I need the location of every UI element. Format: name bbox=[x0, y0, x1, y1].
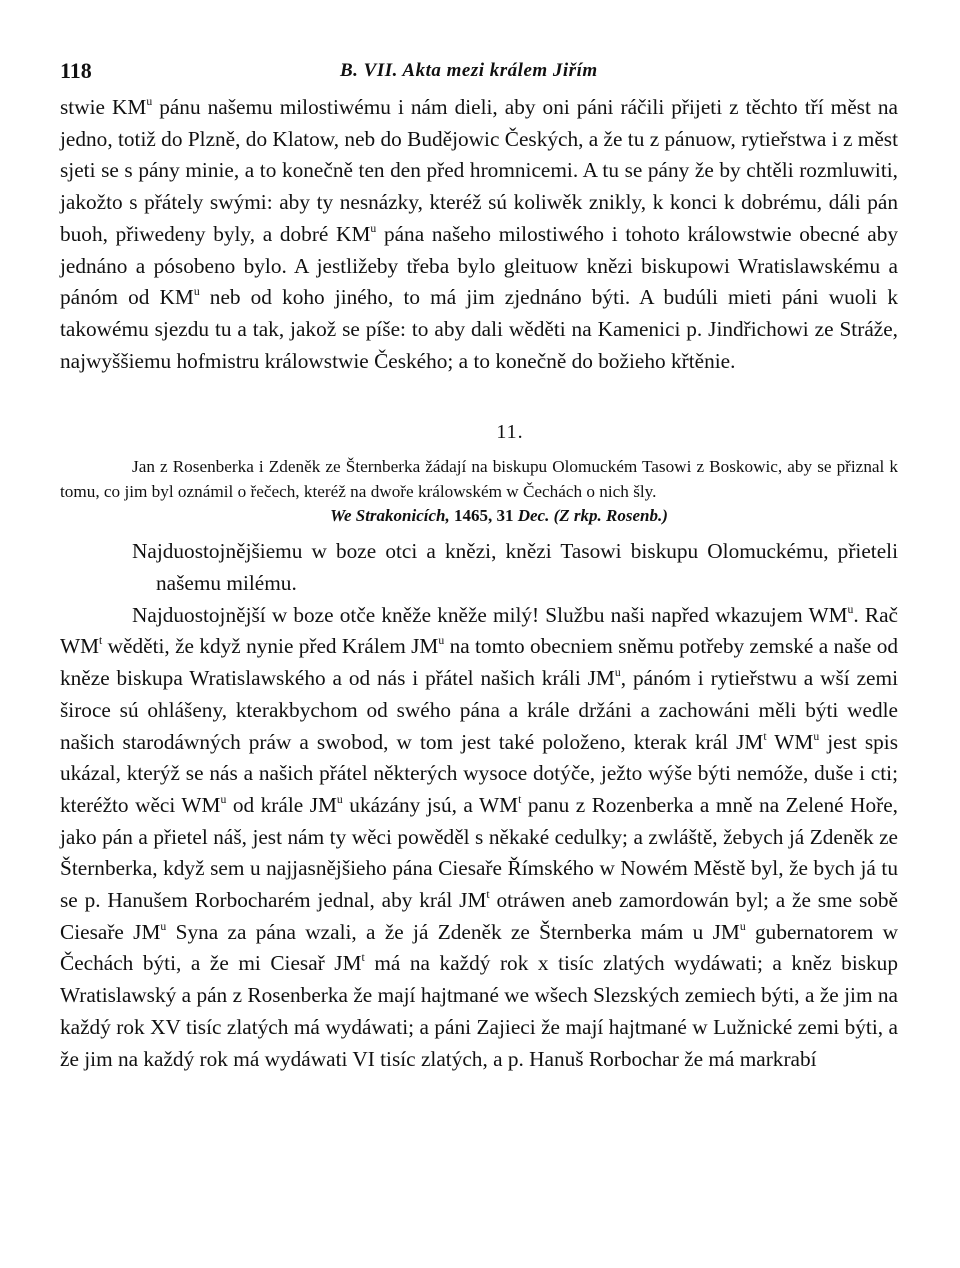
document-dating: We Strakonicích, 1465, 31 Dec. (Z rkp. Rosenb.) bbox=[330, 506, 668, 526]
page-header bbox=[60, 58, 898, 92]
letter-body: Najduostojnější w boze otče kněže kněže milý! Službu naši napřed wkazujem $WM^u$. Rač $WM^t$ wěděti, že když nynie před Králem $JM^u$ na tomto obecniem sněmu potřeby zemské a naše od kněze biskupa Wratislawského a od nás i přátel našich králi $JM^u$, pánóm i rytieřstwu a wší zemi široce sú ohlášeny, kterakbychom od swého pána a krále držáni a zachowáni měli býti wedle našich starodáwných práw a swobod, w tom jest také položeno, kterak král $JM^t$ $WM^u$ jest spis ukázal, kterýž se nás a našich přátel některých wysoce dotýče, ježto wýše býti nemóže, duše i cti; kteréžto wěci $WM^u$ od krále $JM^u$ ukázány jsú, a $WM^t$ panu z Rozenberka a mně na Zelené Hoře, jako pán a přietel náš, jest nám ty wěci powěděl s někaké cedulky; a zwláště, žebych já Zdeněk ze Šternberka, když sem u najjasnějšieho pána Ciesaře Římského w Nowém Městě byl, že bych já tu se p. Hanušem Rorbocharém jednal, aby král $JM^t$ otráwen aneb zamordowán byl; a že sme sobě Ciesaře $JM^u$ Syna za pána wzali, a že já Zdeněk ze Šternberka mám u $JM^u$ gubernatorem w Čechách býti, a že mi Ciesař $JM^t$ má na každý rok x tisíc zlatých wydáwati; a kněz biskup Wratislawský a pán z Rosenberka že mají hajtmané we wšech Slezských zemiech býti, a že jim na každý rok XV tisíc zlatých má wydáwati; a páni Zajieci že mají hajtmané w Lužnické zemi býti, a že jim na každý rok má wydáwati VI tisíc zlatých, a p. Hanuš Rorbochar že má markrabí bbox=[60, 602, 899, 1071]
document-number: 11. bbox=[496, 421, 524, 444]
document-regest: Jan z Rosenberka i Zdeněk ze Šternberka žádají na biskupu Olomuckém Tasowi z Boskowic, aby se přiznal k tomu, co jim byl oznámil o řečech, kteréž na dwoře králowském w Čechách o nich šly. bbox=[60, 457, 898, 502]
page-number: 118 bbox=[60, 58, 92, 83]
continued-paragraph: stwie $KM^u$ pánu našemu milostiwému i nám dieli, aby oni páni ráčili přijeti z těchto tří měst na jedno, totiž do Plzně, do Klatow, neb do Budějowic Českých, a že tu z pánuow, rytieřstwa i z měst sjeti se s pány minie, a to konečně ten den před hromnicemi. A tu se pány že by chtěli rozmluwiti, jakožto s přátely swými: aby ty nesnázky, kteréž sú koliwěk znikly, k konci k dobrému, dáli pán buoh, přiwedeny byly, a dobré $KM^u$ pána našeho milostiwého i tohoto králowstwie obecné aby jednáno a pósobeno bylo. A jestližeby třeba bylo gleituow knězi biskupowi Wratislawskému a pánóm od $KM^u$ neb od koho jiného, to má jim zjednáno býti. A budúli mieti páni wuoli k takowému sjezdu tu a tak, jakož se píše: to aby dali wěděti na Kamenici p. Jindřichowi ze Stráže, najwyššiemu hofmistru králowstwie Českého; a to konečně do božieho křtěnie. bbox=[60, 95, 899, 373]
book-page bbox=[60, 58, 898, 1075]
letter-salutation: Najduostojnějšiemu w boze otci a knězi, knězi Tasowi biskupu Olomuckému, přieteli našemu milému. bbox=[132, 539, 898, 596]
running-head: B. VII. Akta mezi králem Jiřím bbox=[340, 60, 598, 81]
letter-text bbox=[60, 536, 898, 1075]
